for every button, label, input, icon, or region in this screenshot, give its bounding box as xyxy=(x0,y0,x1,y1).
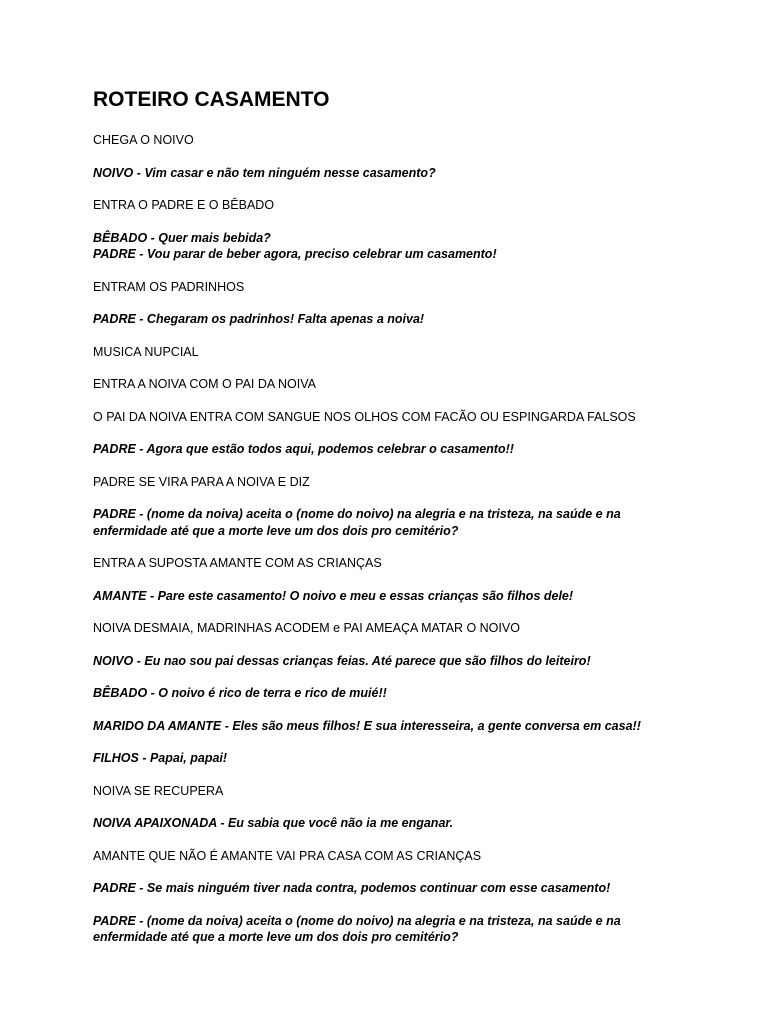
dialogue-line: AMANTE - Pare este casamento! O noivo e meu e essas crianças são filhos dele! xyxy=(93,588,574,603)
dialogue-paragraph xyxy=(93,913,733,946)
direction-line: MUSICA NUPCIAL xyxy=(93,344,199,359)
dialogue-paragraph xyxy=(93,588,733,605)
direction-line: CHEGA O NOIVO xyxy=(93,133,194,147)
dialogue-line: FILHOS - Papai, papai! xyxy=(93,751,228,765)
dialogue-paragraph xyxy=(93,653,733,670)
direction-line: AMANTE QUE NÃO É AMANTE VAI PRA CASA COM AS CRIANÇAS xyxy=(93,848,482,863)
dialogue-line: NOIVA APAIXONADA - Eu sabia que você não ia me enganar. xyxy=(93,816,454,830)
stage-direction xyxy=(93,555,733,572)
dialogue-line: enfermidade até que a morte leve um dos dois pro cemitério? xyxy=(93,523,459,538)
stage-direction xyxy=(93,197,733,214)
stage-direction xyxy=(93,848,733,865)
dialogue-paragraph xyxy=(93,815,733,832)
script-body xyxy=(93,132,733,946)
stage-direction xyxy=(93,376,733,393)
stage-direction xyxy=(93,474,733,491)
dialogue-line: PADRE - Chegaram os padrinhos! Falta apenas a noiva! xyxy=(93,312,425,326)
dialogue-line: PADRE - Se mais ninguém tiver nada contra, podemos continuar com esse casamento! xyxy=(93,881,611,895)
dialogue-line: PADRE - Agora que estão todos aqui, podemos celebrar o casamento!! xyxy=(93,442,514,456)
dialogue-line: enfermidade até que a morte leve um dos dois pro cemitério? xyxy=(93,930,459,944)
dialogue-paragraph xyxy=(93,685,733,702)
dialogue-line: NOIVO - Vim casar e não tem ninguém nesse casamento? xyxy=(93,165,436,180)
direction-line: ENTRAM OS PADRINHOS xyxy=(93,279,245,294)
stage-direction xyxy=(93,132,733,149)
dialogue-paragraph xyxy=(93,880,733,897)
dialogue-line: NOIVO - Eu nao sou pai dessas crianças feias. Até parece que são filhos do leiteiro! xyxy=(93,653,591,668)
dialogue-line: MARIDO DA AMANTE - Eles são meus filhos! E sua interesseira, a gente conversa em casa!! xyxy=(93,718,641,733)
dialogue-paragraph xyxy=(93,750,733,767)
stage-direction xyxy=(93,344,733,361)
document-title: ROTEIRO CASAMENTO xyxy=(93,88,330,111)
dialogue-line: PADRE - (nome da noiva) aceita o (nome do noivo) na alegria e na tristeza, na saúde e na xyxy=(93,507,621,521)
dialogue-paragraph xyxy=(93,311,733,328)
stage-direction xyxy=(93,279,733,296)
dialogue-line: PADRE - (nome da noiva) aceita o (nome do noivo) na alegria e na tristeza, na saúde e na xyxy=(93,913,621,928)
dialogue-paragraph xyxy=(93,230,733,263)
document-page xyxy=(93,86,733,962)
direction-line: ENTRA O PADRE E O BÊBADO xyxy=(93,198,275,212)
direction-line: PADRE SE VIRA PARA A NOIVA E DIZ xyxy=(93,474,310,489)
dialogue-paragraph xyxy=(93,718,733,735)
direction-line: ENTRA A SUPOSTA AMANTE COM AS CRIANÇAS xyxy=(93,556,382,570)
dialogue-paragraph xyxy=(93,441,733,458)
stage-direction xyxy=(93,409,733,426)
stage-direction xyxy=(93,620,733,637)
dialogue-line: BÊBADO - Quer mais bebida? xyxy=(93,230,271,245)
direction-line: NOIVA DESMAIA, MADRINHAS ACODEM e PAI AMEAÇA MATAR O NOIVO xyxy=(93,621,520,635)
stage-direction xyxy=(93,783,733,800)
direction-line: O PAI DA NOIVA ENTRA COM SANGUE NOS OLHOS COM FACÃO OU ESPINGARDA FALSOS xyxy=(93,409,636,424)
dialogue-line: BÊBADO - O noivo é rico de terra e rico de muié!! xyxy=(93,686,387,700)
dialogue-paragraph xyxy=(93,165,733,182)
dialogue-paragraph xyxy=(93,506,733,539)
direction-line: ENTRA A NOIVA COM O PAI DA NOIVA xyxy=(93,377,316,391)
dialogue-line: PADRE - Vou parar de beber agora, preciso celebrar um casamento! xyxy=(93,247,497,261)
direction-line: NOIVA SE RECUPERA xyxy=(93,783,224,798)
